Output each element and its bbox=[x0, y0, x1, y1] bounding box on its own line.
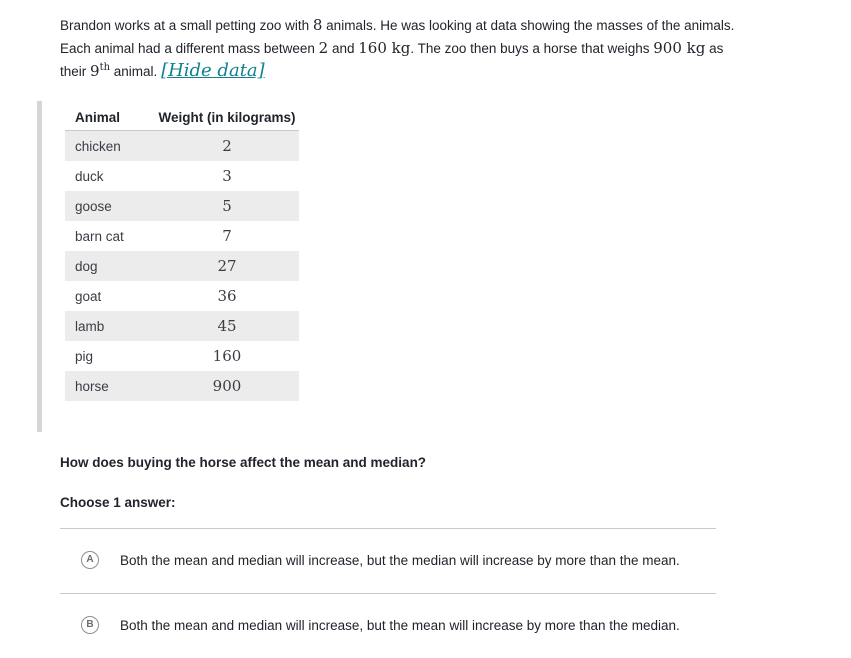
animal-cell: duck bbox=[75, 168, 104, 184]
animal-cell: barn cat bbox=[75, 228, 124, 244]
table-row bbox=[65, 191, 299, 221]
weight-cell: 45 bbox=[155, 311, 299, 341]
problem-text-1: Brandon works at a small petting zoo with bbox=[60, 18, 313, 33]
choice-a-text[interactable]: Both the mean and median will increase, but the median will increase by more than the mean. bbox=[120, 553, 680, 568]
choice-a-letter-circle[interactable]: A bbox=[81, 551, 99, 569]
table-row bbox=[65, 281, 299, 311]
table-row bbox=[65, 341, 299, 371]
animal-cell: pig bbox=[75, 348, 94, 364]
weight-cell: 900 bbox=[155, 371, 299, 401]
weight-cell: 2 bbox=[155, 131, 299, 162]
animal-weight-table bbox=[65, 104, 299, 401]
problem-text-2: animals. He was looking at data showing the masses of the animals. Each animal had a different mass between bbox=[60, 18, 735, 56]
math-two: 2 bbox=[318, 39, 329, 57]
weight-cell: 5 bbox=[155, 191, 299, 221]
math-160-kg: 160 kg bbox=[358, 39, 411, 57]
weight-cell: 160 bbox=[212, 347, 242, 365]
choice-b-text[interactable]: Both the mean and median will increase, but the mean will increase by more than the median. bbox=[120, 618, 680, 633]
weight-cell: 7 bbox=[222, 227, 232, 245]
weight-cell: 3 bbox=[222, 167, 232, 185]
problem-text-4: . The zoo then buys a horse that weighs bbox=[410, 41, 654, 56]
table-row bbox=[65, 131, 299, 162]
question-text: How does buying the horse affect the mean and median? bbox=[60, 455, 427, 470]
data-panel-bar bbox=[37, 101, 42, 432]
answer-choices bbox=[60, 528, 716, 658]
math-900-kg: 900 kg bbox=[653, 39, 706, 57]
math-nine: 9 bbox=[90, 62, 100, 80]
header-animal: Animal bbox=[65, 104, 155, 131]
choice-b[interactable] bbox=[60, 593, 716, 658]
hide-data-link[interactable]: [Hide data] bbox=[161, 60, 265, 81]
header-weight: Weight (in kilograms) bbox=[155, 104, 299, 131]
table-row bbox=[65, 311, 299, 341]
problem-text-6: animal. bbox=[110, 64, 162, 79]
table-header-row bbox=[65, 104, 299, 131]
math-th-superscript: th bbox=[99, 62, 111, 73]
table-row bbox=[65, 251, 299, 281]
animal-cell: chicken bbox=[65, 131, 155, 162]
math-eight: 8 bbox=[312, 16, 323, 34]
choose-label: Choose 1 answer: bbox=[60, 495, 176, 510]
table-row bbox=[65, 161, 299, 191]
problem-statement bbox=[60, 14, 740, 83]
table-row bbox=[65, 221, 299, 251]
animal-cell: goose bbox=[65, 191, 155, 221]
animal-cell: dog bbox=[65, 251, 155, 281]
animal-cell: goat bbox=[75, 288, 102, 304]
choice-a[interactable] bbox=[60, 528, 716, 593]
weight-cell: 27 bbox=[155, 251, 299, 281]
table-row bbox=[65, 371, 299, 401]
animal-cell: lamb bbox=[65, 311, 155, 341]
problem-text-5: as their bbox=[60, 41, 724, 79]
problem-text-3: and bbox=[328, 41, 359, 56]
weight-cell: 36 bbox=[217, 287, 237, 305]
animal-cell: horse bbox=[65, 371, 155, 401]
math-ninth bbox=[90, 62, 110, 80]
choice-b-letter-circle[interactable]: B bbox=[81, 616, 99, 634]
